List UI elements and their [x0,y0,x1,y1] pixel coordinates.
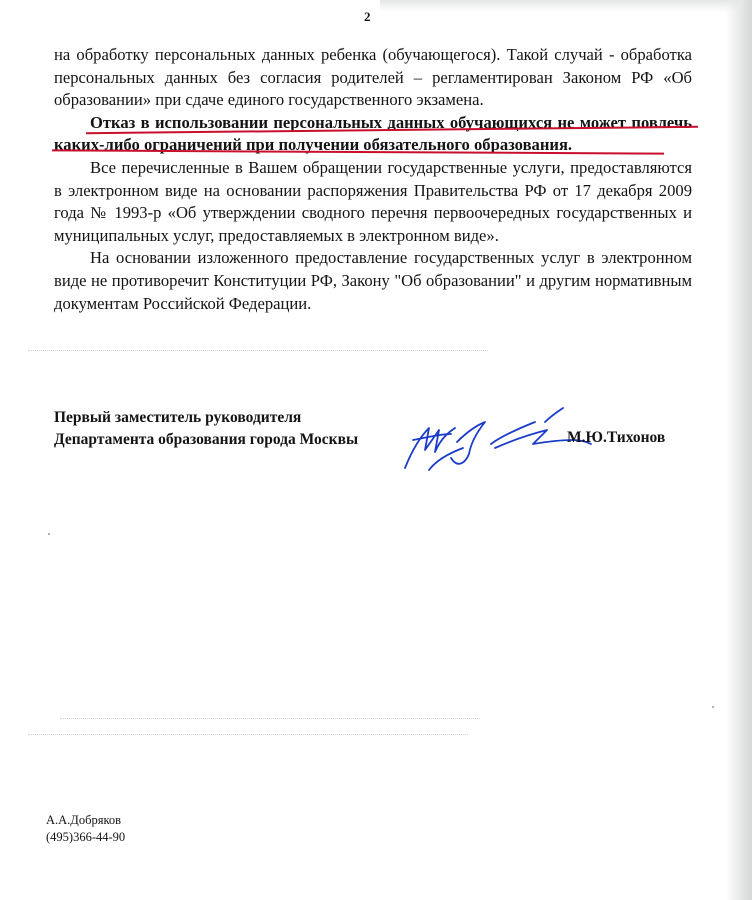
scan-artifact-line [28,734,468,735]
scan-artifact-line [60,718,480,719]
scan-shadow-edge [726,0,752,900]
page-number: 2 [364,9,371,24]
executor-name: А.А.Добряков [46,813,122,827]
scan-speck [712,706,714,708]
paragraph-3: Все перечисленные в Вашем обращении государственные услуги, предоставляются в электронном виде на основании распоряжения Правительства РФ от 17 декабря 2009 года № 1993-р «Об утверждении сводного перечня первоочередных государственных и муниципальных услуг, предоставляемых в электронном виде». [54,157,692,245]
scan-shadow-top [380,0,752,12]
signatory-position-line-1: Первый заместитель руководителя [54,409,302,426]
handwritten-signature [395,398,595,488]
scan-artifact-line [28,350,488,351]
letter-body [54,44,692,315]
signatory-name: М.Ю.Тихонов [567,429,666,446]
paragraph-1: на обработку персональных данных ребенка (обучающегося). Такой случай - обработка персональных данных без согласия родителей – регламентирован Законом РФ «Об образовании» при сдаче единого государственного экзамена. [54,45,692,110]
executor-phone: (495)366-44-90 [46,830,126,844]
executor-contact [46,812,125,846]
scan-speck [48,533,50,535]
signatory-position-line-2: Департамента образования города Москвы [54,431,359,448]
signatory-position [54,407,358,451]
paragraph-2-emphasized: Отказ в использовании персональных данных обучающихся не может повлечь каких-либо ограничений при получении обязательного образования. [54,112,692,155]
paragraph-4: На основании изложенного предоставление государственных услуг в электронном виде не противоречит Конституции РФ, Закону "Об образовании" и другим нормативным документам Российской Федерации. [54,248,692,313]
